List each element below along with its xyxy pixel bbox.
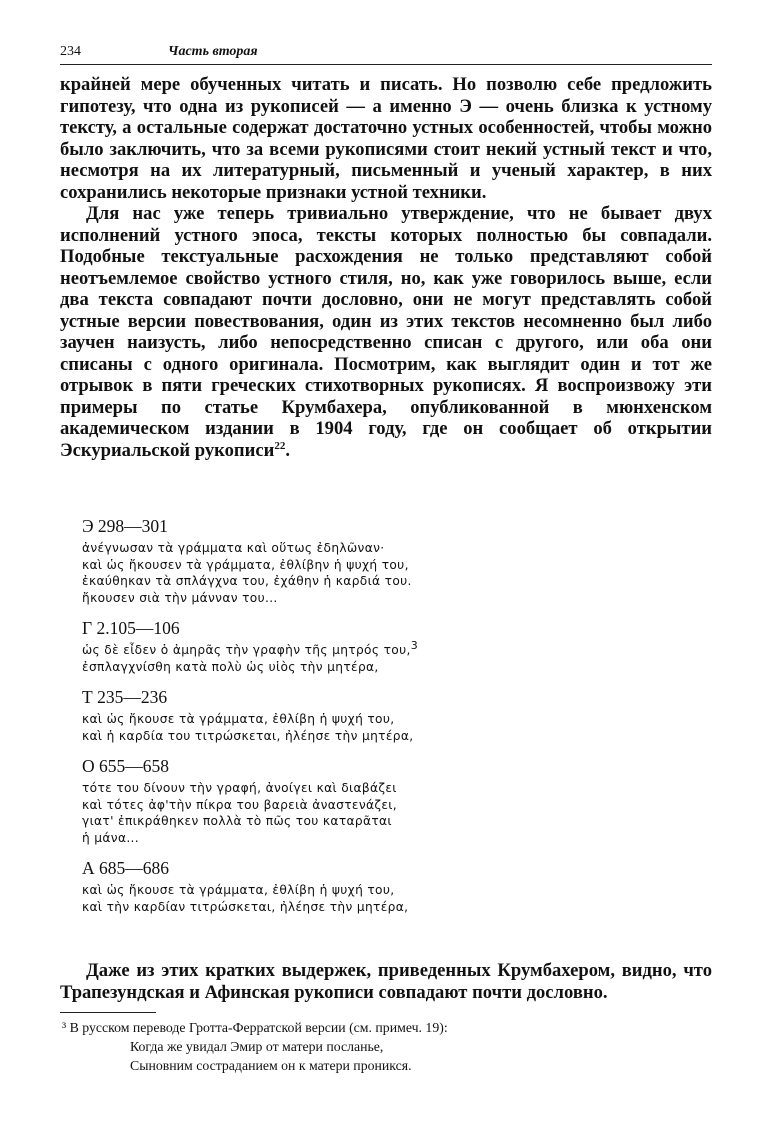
verse-line-text: ὡς δὲ εἶδεν ὁ ἀμηρᾶς τὴν γραφὴν τῆς μητρός του, — [82, 643, 411, 657]
verse-line: ἐκαύθηκαν τὰ σπλάγχνα του, ἐχάθην ἡ καρδιά του. — [82, 574, 412, 588]
excerpt-e — [82, 516, 562, 606]
verse-line: καὶ ὡς ἤκουσε τὰ γράμματα, ἐθλίβη ἡ ψυχή του, — [82, 712, 395, 726]
section-title: Часть вторая — [168, 44, 258, 59]
footnote-ref-3: 3 — [410, 638, 419, 652]
footnote-text: В русском переводе Гротта-Ферратской версии (см. примеч. 19): — [69, 1020, 448, 1035]
footnote — [62, 1018, 712, 1075]
verse-line — [82, 638, 562, 659]
verse-line: καὶ τὴν καρδίαν τιτρώσκεται, ἠλέησε τὴν μητέρα, — [82, 899, 409, 914]
verse-line: καὶ ἡ καρδία του τιτρώσκεται, ἠλέησε τὴν μητέρα, — [82, 728, 414, 743]
excerpt-label: Т 235—236 — [82, 687, 168, 707]
main-text — [60, 74, 712, 461]
excerpt-label: А 685—686 — [82, 858, 170, 878]
paragraph-2-end: . — [285, 439, 290, 461]
excerpt-g — [82, 618, 562, 675]
verse-line: καὶ τότες ἀφ'τὴν πίκρα του βαρειὰ ἀναστενάζει, — [82, 797, 397, 812]
excerpt-verse — [82, 882, 562, 915]
excerpt-o — [82, 756, 562, 846]
footnote-ref-22: 22 — [274, 439, 286, 452]
excerpt-verse — [82, 638, 562, 675]
verse-line: ἡ μάνα... — [82, 830, 139, 845]
excerpt-a — [82, 858, 562, 915]
excerpt-t — [82, 687, 562, 744]
verse-line: τότε του δίνουν τὴν γραφή, ἀνοίγει καὶ διαβάζει — [82, 781, 397, 795]
greek-excerpts — [82, 516, 562, 915]
footnote-verse-2: Сыновним состраданием он к матери проникся. — [130, 1058, 412, 1073]
excerpt-label: О 655—658 — [82, 756, 170, 776]
excerpt-label: Э 298—301 — [82, 516, 168, 536]
paragraph-2-text: Для нас уже теперь тривиально утверждение, что не бывает двух исполнений устного эпоса, тексты которых полностью бы совпадали. Подобные текстуальные расхождения не только представляют собой неотъемлемое свойство устного стиля, но, как уже говорилось выше, если два текста совпадают почти дословно, они не могут представлять собой устные версии повествования, один из этих текстов несомненно был либо заучен наизусть, либо непосредственно списан с другого, или оба они списаны с одного оригинала. Посмотрим, как выглядит один и тот же отрывок в пяти греческих стихотворных рукописях. Я воспроизвожу эти примеры по статье Крумбахера, опубликованной в мюнхенском академическом издании в 1904 году, где он сообщает об открытии Эскуриальской рукописи — [60, 203, 712, 461]
excerpt-verse — [82, 711, 562, 744]
verse-line: καὶ ὡς ἤκουσε τὰ γράμματα, ἐθλίβη ἡ ψυχή του, — [82, 883, 395, 897]
verse-line: καὶ ὡς ἤκουσεν τὰ γράμματα, ἐθλίβην ἡ ψυχή του, — [82, 557, 409, 572]
excerpt-verse — [82, 780, 562, 846]
paragraph-3: Даже из этих кратких выдержек, приведенных Крумбахером, видно, что Трапезундская и Афинская рукописи совпадают почти дословно. — [60, 960, 712, 1003]
footnote-rule — [60, 1012, 156, 1013]
footnote-verse-1: Когда же увидал Эмир от матери посланье, — [130, 1039, 384, 1054]
footnote-mark: ³ — [62, 1020, 67, 1035]
running-header — [60, 44, 712, 66]
excerpt-verse — [82, 540, 562, 606]
paragraph-1: крайней мере обученных читать и писать. Но позволю себе предложить гипотезу, что одна из рукописей — а именно Э — очень близка к устному тексту, а остальные содержат достаточно устных особенностей, чтобы можно было заключить, что за всеми рукописями стоит некий устный текст и что, несмотря на их литературный, письменный и ученый характер, в них сохранились некоторые признаки устной техники. — [60, 74, 712, 203]
page-number: 234 — [60, 44, 81, 59]
verse-line: γιατ' ἐπικράθηκεν πολλὰ τὸ πῶς του καταρᾶται — [82, 814, 392, 828]
header-rule — [60, 64, 712, 65]
verse-line: ἐσπλαγχνίσθη κατὰ πολὺ ὡς υἱὸς τὴν μητέρα, — [82, 659, 379, 674]
paragraph-2 — [60, 203, 712, 461]
verse-line: ἤκουσεν σιὰ τὴν μάνναν του... — [82, 590, 278, 605]
excerpt-label: Г 2.105—106 — [82, 618, 180, 638]
verse-line: ἀνέγνωσαν τὰ γράμματα καὶ οὕτως ἐδηλῶναν· — [82, 541, 385, 555]
footnote-line — [62, 1018, 712, 1037]
